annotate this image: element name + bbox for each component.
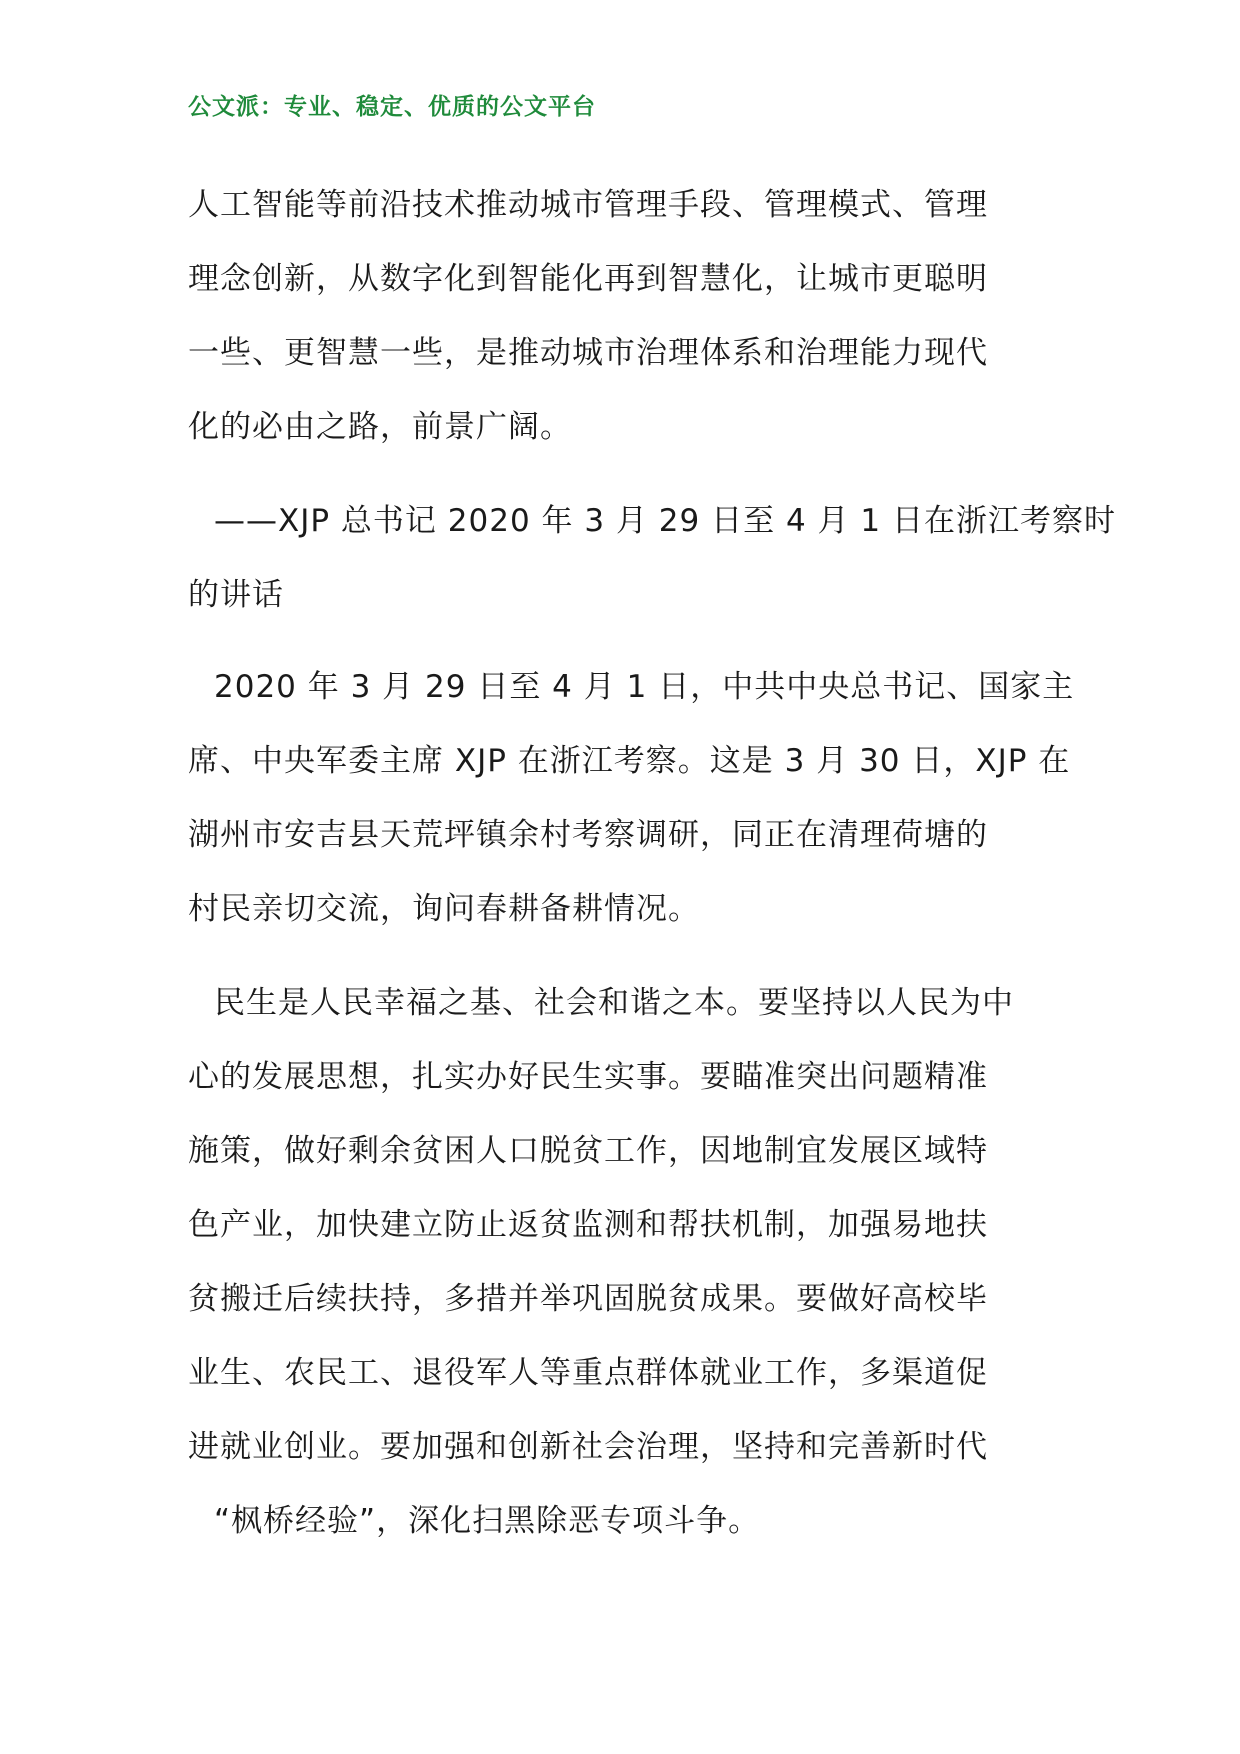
paragraph-1 <box>188 168 1058 464</box>
text-line: “枫桥经验”，深化扫黑除恶专项斗争。 <box>214 1503 761 1539</box>
document-header: 公文派：专业、稳定、优质的公文平台 <box>188 93 596 120</box>
paragraph-3 <box>188 650 1075 946</box>
text-line: 施策，做好剩余贫困人口脱贫工作，因地制宜发展区域特 <box>188 1133 988 1169</box>
text-line: 进就业创业。要加强和创新社会治理，坚持和完善新时代 <box>188 1429 988 1465</box>
text-line: 心的发展思想，扎实办好民生实事。要瞄准突出问题精准 <box>188 1059 988 1095</box>
text-line: 席、中央军委主席 XJP 在浙江考察。这是 3 月 30 日，XJP 在 <box>188 743 1071 779</box>
paragraph-quote-source <box>188 484 1116 632</box>
text-line: 一些、更智慧一些，是推动城市治理体系和治理能力现代 <box>188 335 988 371</box>
text-line: 业生、农民工、退役军人等重点群体就业工作，多渠道促 <box>188 1355 988 1391</box>
text-line: 的讲话 <box>188 577 284 613</box>
paragraph-4 <box>188 966 1058 1558</box>
text-line: 化的必由之路，前景广阔。 <box>188 409 572 445</box>
document-body <box>188 168 1116 1578</box>
text-line: 民生是人民幸福之基、社会和谐之本。要坚持以人民为中 <box>214 985 1014 1021</box>
text-line: 理念创新，从数字化到智能化再到智慧化，让城市更聪明 <box>188 261 988 297</box>
text-line: ——XJP 总书记 2020 年 3 月 29 日至 4 月 1 日在浙江考察时 <box>214 503 1116 539</box>
text-line: 色产业，加快建立防止返贫监测和帮扶机制，加强易地扶 <box>188 1207 988 1243</box>
text-line: 2020 年 3 月 29 日至 4 月 1 日，中共中央总书记、国家主 <box>214 669 1075 705</box>
text-line: 人工智能等前沿技术推动城市管理手段、管理模式、管理 <box>188 187 988 223</box>
text-line: 贫搬迁后续扶持，多措并举巩固脱贫成果。要做好高校毕 <box>188 1281 988 1317</box>
text-line: 湖州市安吉县天荒坪镇余村考察调研，同正在清理荷塘的 <box>188 817 988 853</box>
text-line: 村民亲切交流，询问春耕备耕情况。 <box>188 891 700 927</box>
